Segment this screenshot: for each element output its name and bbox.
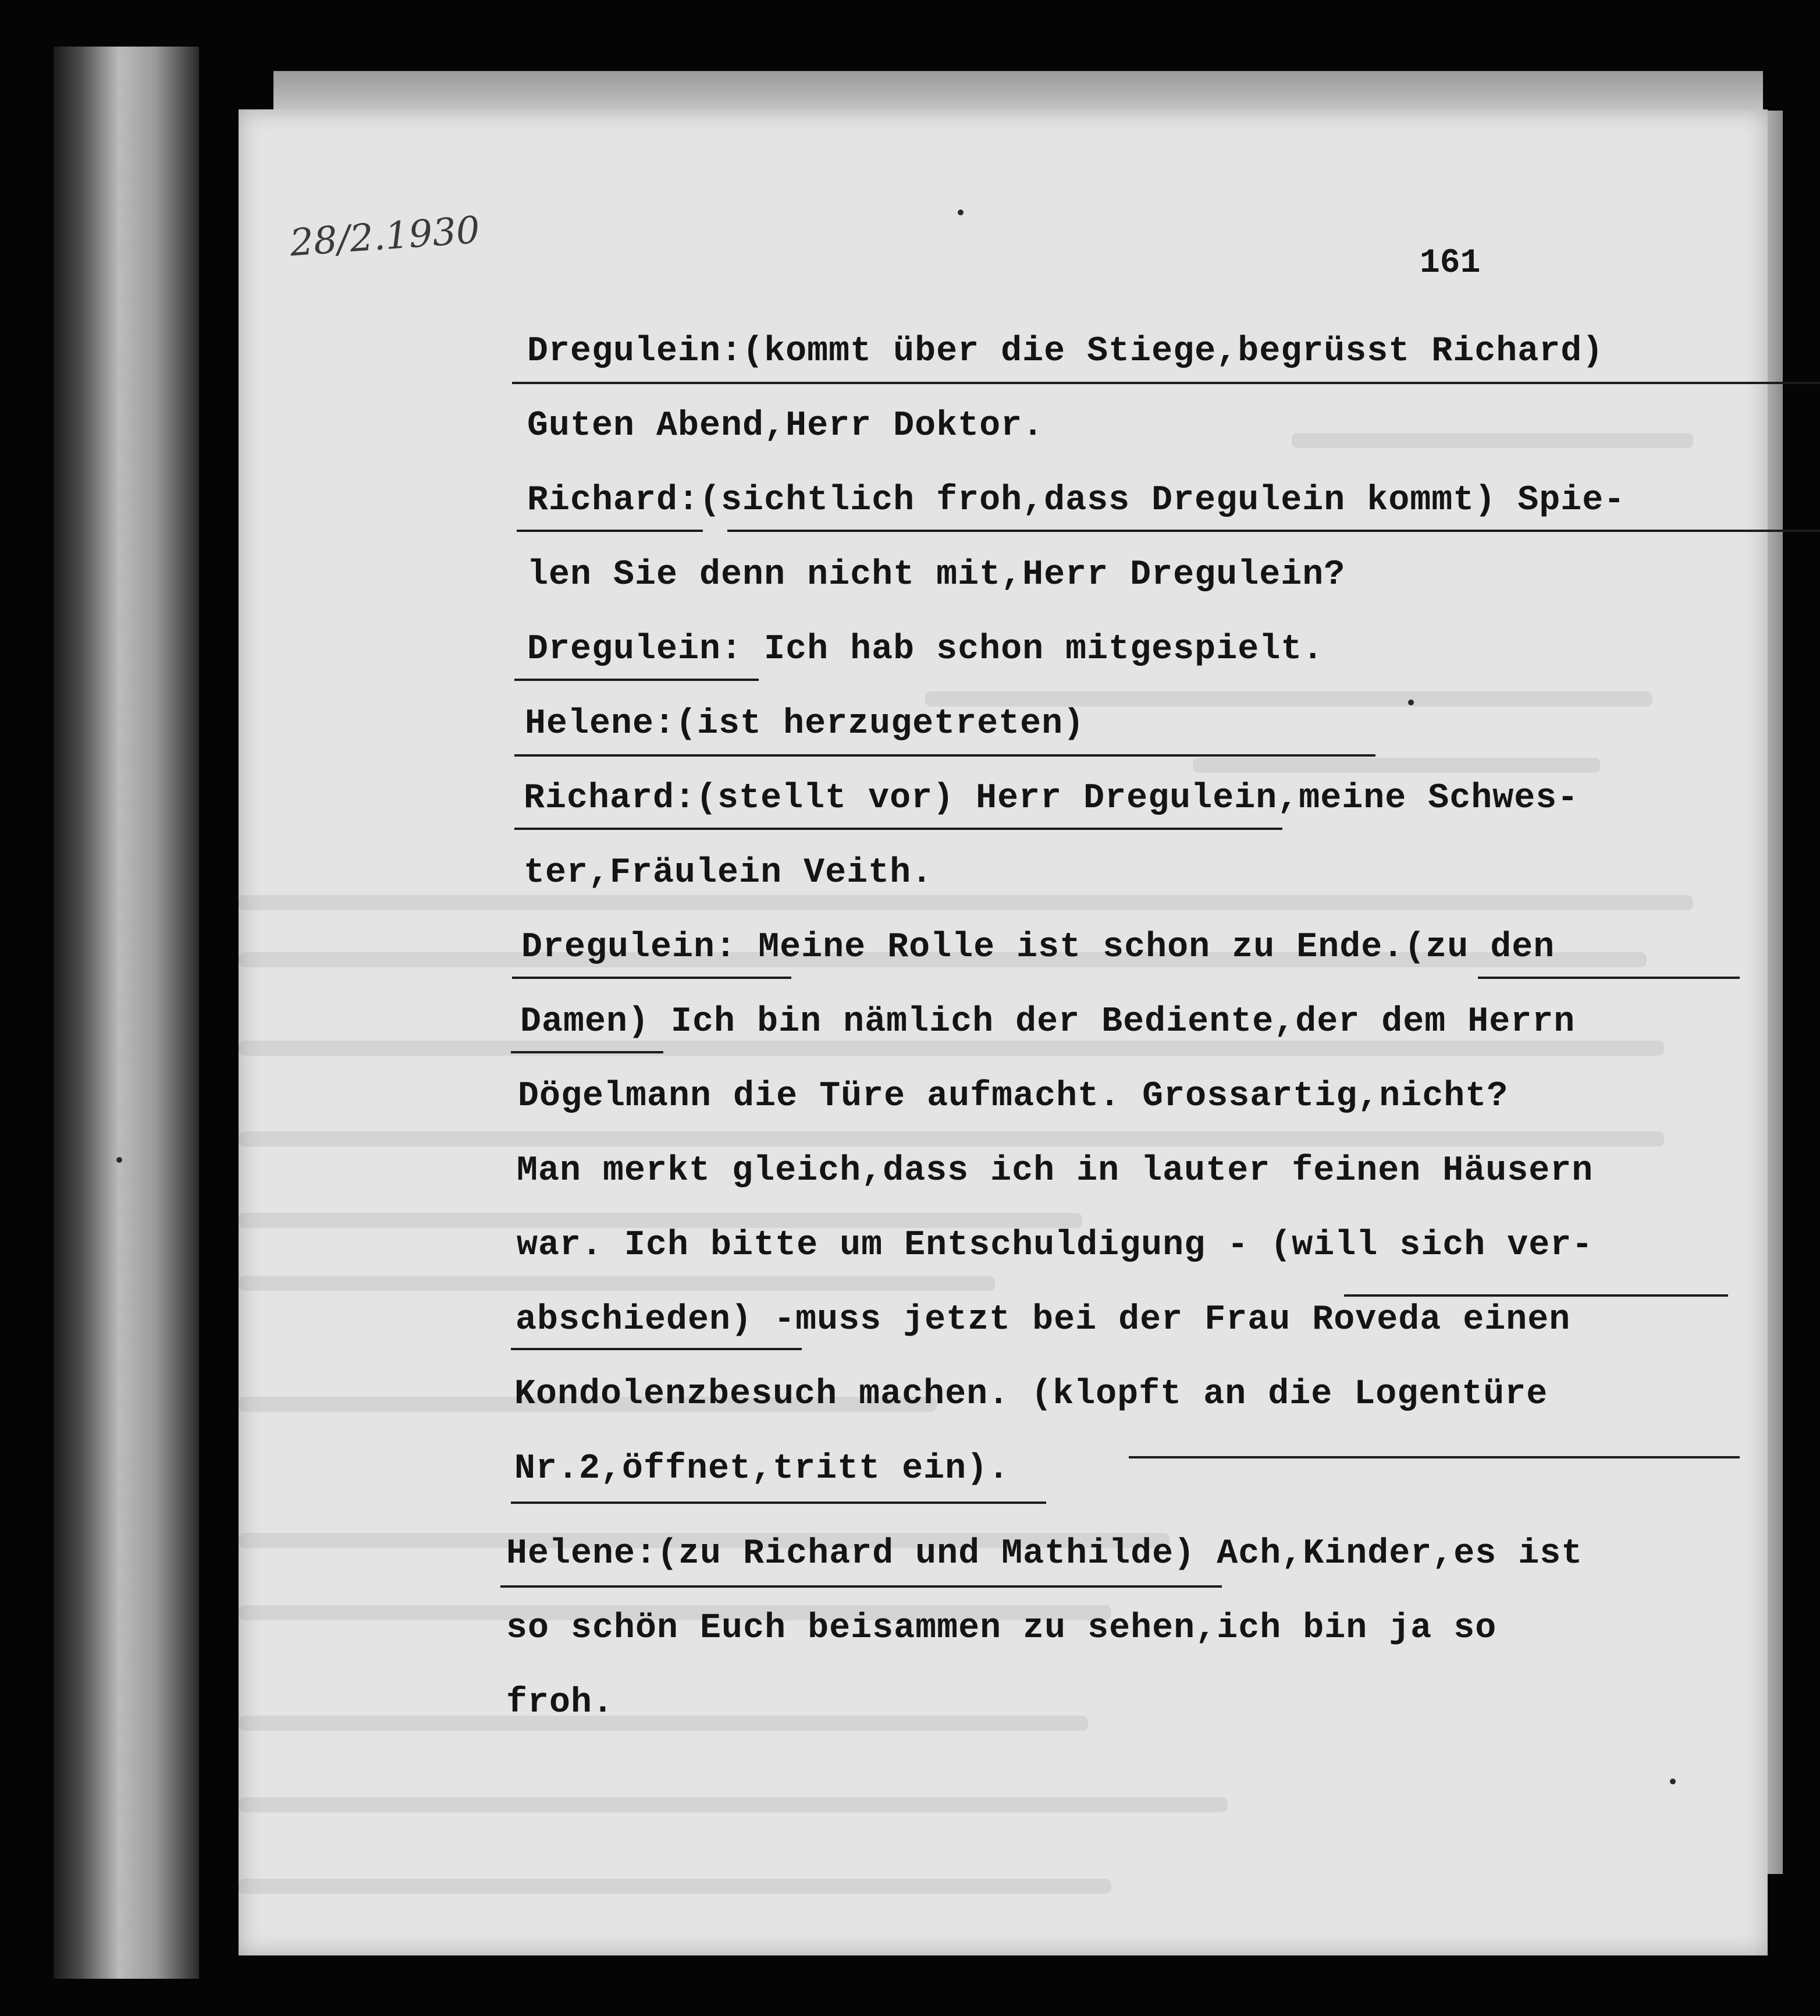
- text-line: froh.: [506, 1683, 614, 1723]
- text-line: Dregulein:(kommt über die Stiege,begrüsst Richard): [527, 332, 1604, 371]
- text-line: len Sie denn nicht mit,Herr Dregulein?: [527, 555, 1346, 595]
- text-line: Dögelmann die Türe aufmacht. Grossartig,nicht?: [518, 1077, 1509, 1116]
- underline: [514, 828, 1282, 830]
- underline: [511, 1502, 1046, 1504]
- text-line: abschieden) -muss jetzt bei der Frau Roveda einen: [516, 1300, 1571, 1340]
- binding-edge: [54, 47, 199, 1979]
- ink-mark: [1670, 1779, 1676, 1784]
- underline: [1478, 977, 1740, 979]
- underline: [517, 530, 703, 532]
- text-line: so schön Euch beisammen zu sehen,ich bin ja so: [506, 1609, 1497, 1648]
- ink-mark: [116, 1157, 122, 1163]
- underline: [514, 679, 759, 681]
- handwritten-date-annotation: 28/2.1930: [288, 208, 482, 265]
- text-line: Helene:(zu Richard und Mathilde) Ach,Kinder,es ist: [506, 1534, 1583, 1574]
- underline: [727, 530, 1820, 532]
- text-line: Richard:(stellt vor) Herr Dregulein,meine Schwes-: [524, 779, 1579, 818]
- underline: [1129, 1456, 1740, 1458]
- typescript-page: [239, 109, 1768, 1955]
- ink-mark: [958, 210, 964, 215]
- underline: [511, 1051, 663, 1053]
- text-line: Damen) Ich bin nämlich der Bediente,der dem Herrn: [520, 1002, 1576, 1042]
- text-line: Guten Abend,Herr Doktor.: [527, 406, 1044, 446]
- underline: [512, 382, 1820, 384]
- text-line: Helene:(ist herzugetreten): [525, 704, 1085, 744]
- text-line: ter,Fräulein Veith.: [524, 853, 933, 893]
- text-line: Dregulein: Ich hab schon mitgespielt.: [527, 630, 1324, 669]
- underline: [500, 1585, 1222, 1588]
- text-line: Nr.2,öffnet,tritt ein).: [514, 1449, 1010, 1489]
- page-number: 161: [1420, 244, 1481, 282]
- text-line: Richard:(sichtlich froh,dass Dregulein kommt) Spie-: [527, 481, 1626, 520]
- underline: [514, 754, 1375, 757]
- text-line: Kondolenzbesuch machen. (klopft an die Logentüre: [514, 1375, 1548, 1414]
- underline: [511, 1348, 802, 1350]
- text-line: Dregulein: Meine Rolle ist schon zu Ende.(zu den: [521, 928, 1555, 967]
- text-line: war. Ich bitte um Entschuldigung - (will sich ver-: [517, 1226, 1594, 1265]
- ink-mark: [1408, 700, 1414, 705]
- underline: [512, 977, 791, 979]
- text-line: Man merkt gleich,dass ich in lauter feinen Häusern: [517, 1151, 1594, 1191]
- underline: [1344, 1294, 1728, 1297]
